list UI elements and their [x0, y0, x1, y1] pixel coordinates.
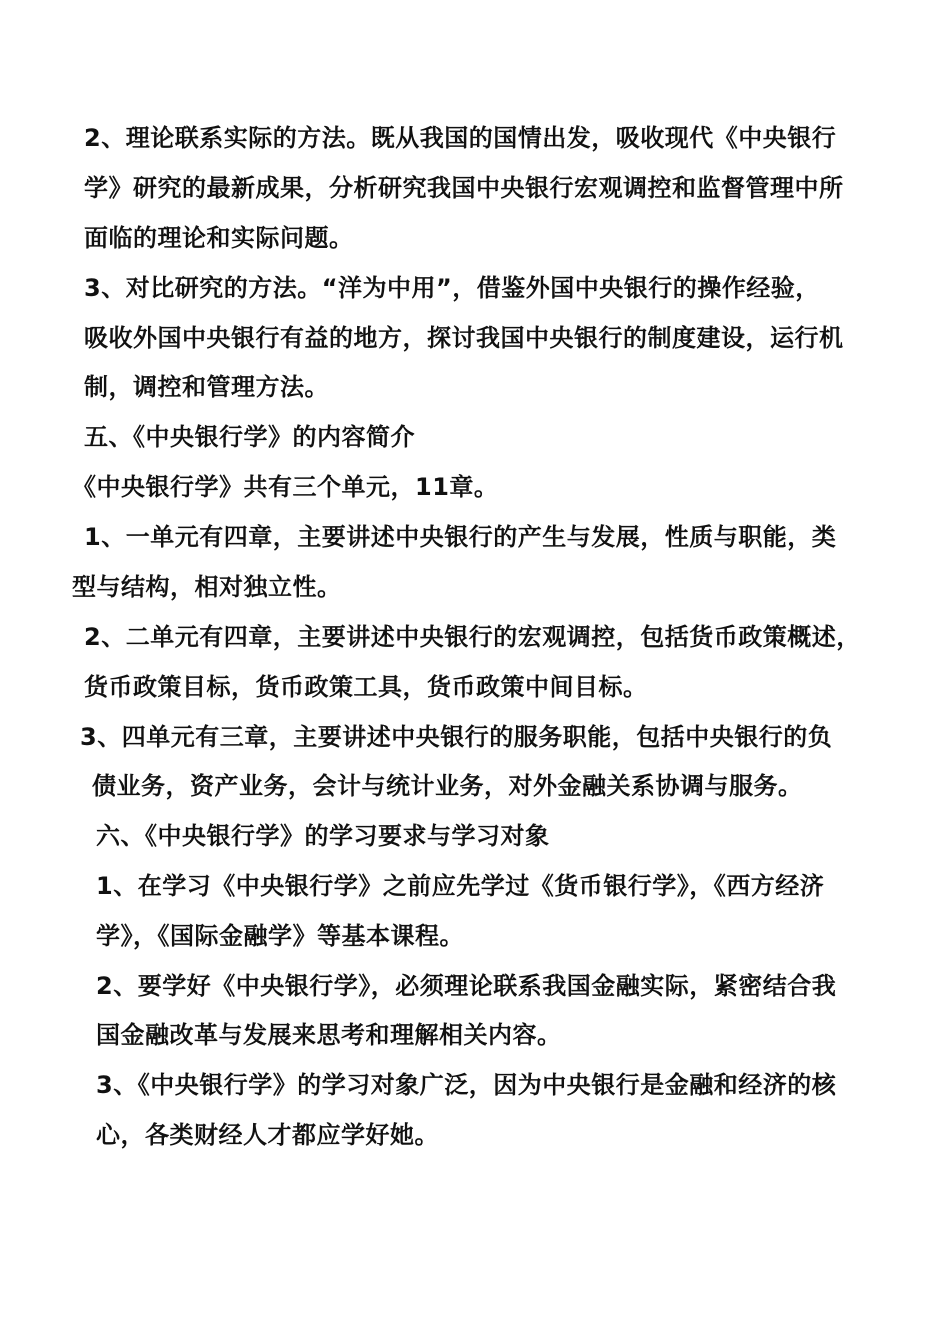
- section-heading: 六、《中央银行学》的学习要求与学习对象: [96, 822, 550, 850]
- text-line: 心，各类财经人才都应学好她。: [96, 1121, 439, 1149]
- text-line: 吸收外国中央银行有益的地方，探讨我国中央银行的制度建设，运行机: [84, 324, 844, 352]
- text-line: 3、四单元有三章，主要讲述中央银行的服务职能，包括中央银行的负: [80, 723, 833, 751]
- text-line: 国金融改革与发展来思考和理解相关内容。: [96, 1021, 562, 1049]
- text-line: 2、要学好《中央银行学》，必须理论联系我国金融实际，紧密结合我: [96, 972, 837, 1000]
- text-line: 面临的理论和实际问题。: [84, 224, 354, 252]
- text-line: 型与结构，相对独立性。: [72, 573, 342, 601]
- text-line: 学》，《国际金融学》等基本课程。: [96, 922, 464, 950]
- text-line: 制，调控和管理方法。: [84, 373, 329, 401]
- text-line: 《中央银行学》共有三个单元，11章。: [72, 473, 499, 501]
- text-line: 1、在学习《中央银行学》之前应先学过《货币银行学》，《西方经济: [96, 872, 825, 900]
- text-line: 1、一单元有四章，主要讲述中央银行的产生与发展，性质与职能，类: [84, 523, 837, 551]
- section-heading: 五、《中央银行学》的内容简介: [84, 423, 415, 451]
- text-line: 3、《中央银行学》的学习对象广泛，因为中央银行是金融和经济的核: [96, 1071, 837, 1099]
- text-line: 货币政策目标，货币政策工具，货币政策中间目标。: [84, 673, 648, 701]
- text-line: 3、对比研究的方法。“洋为中用”，借鉴外国中央银行的操作经验，: [84, 274, 820, 302]
- text-line: 2、理论联系实际的方法。既从我国的国情出发，吸收现代《中央银行: [84, 124, 837, 152]
- text-line: 2、二单元有四章，主要讲述中央银行的宏观调控，包括货币政策概述，: [84, 623, 861, 651]
- text-line: 债业务，资产业务，会计与统计业务，对外金融关系协调与服务。: [92, 772, 803, 800]
- text-line: 学》研究的最新成果，分析研究我国中央银行宏观调控和监督管理中所: [84, 174, 844, 202]
